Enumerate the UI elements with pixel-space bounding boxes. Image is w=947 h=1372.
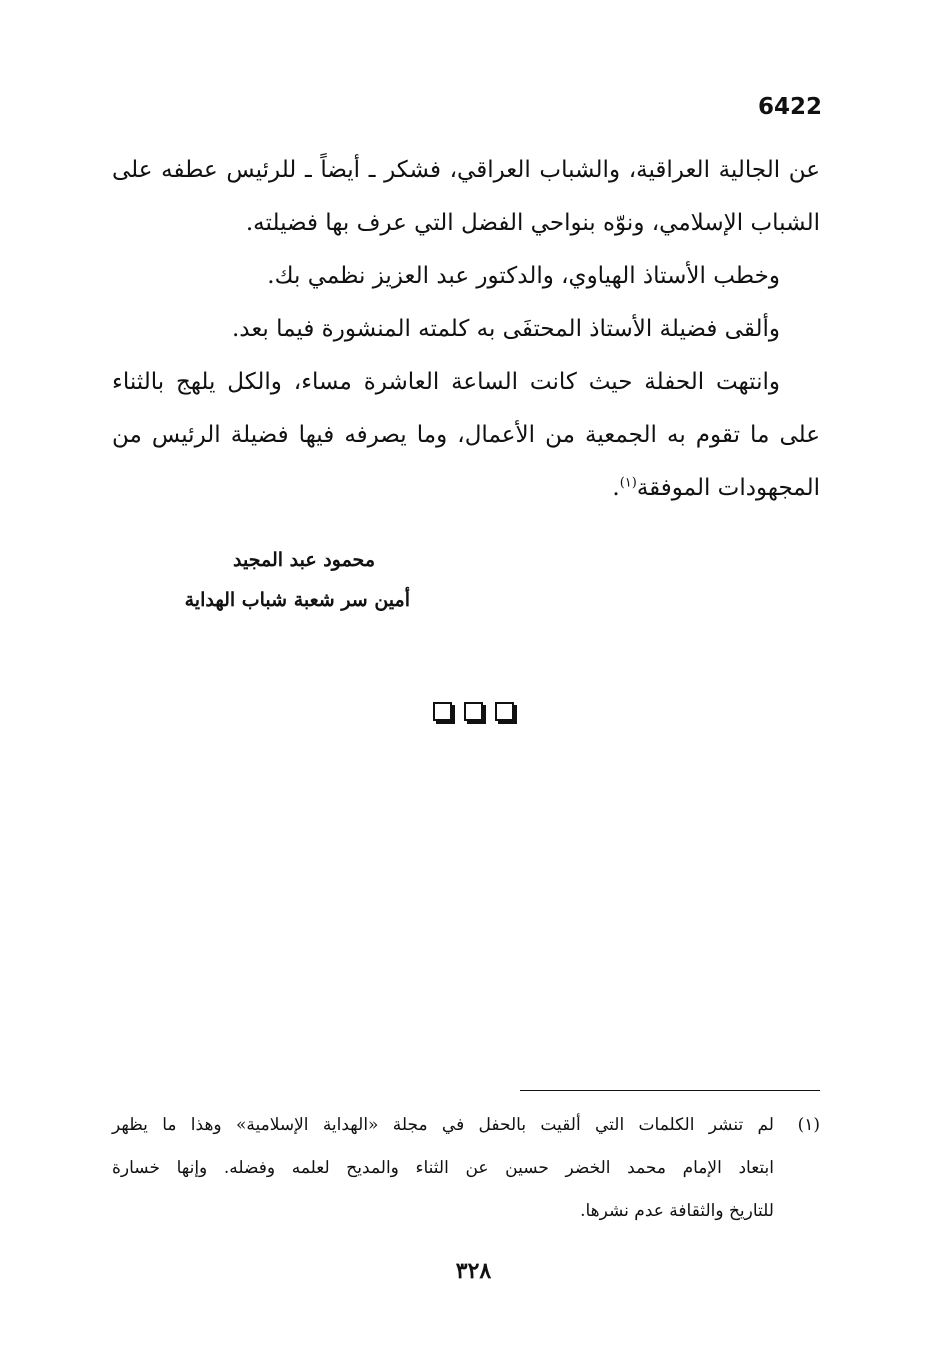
footnote: [112, 1104, 820, 1233]
signature-title: أمين سر شعبة شباب الهداية: [184, 589, 410, 611]
body-text: [112, 144, 820, 515]
body-line: على ما تقوم به الجمعية من الأعمال، وما يصرفه فيها فضيلة الرئيس من: [112, 422, 820, 448]
body-line: وخطب الأستاذ الهياوي، والدكتور عبد العزيز نظمي بك.: [267, 263, 780, 289]
body-line: وألقى فضيلة الأستاذ المحتفَى به كلمته المنشورة فيما بعد.: [231, 316, 780, 342]
square-ornament-icon: [464, 702, 483, 721]
top-page-number: 6422: [757, 94, 822, 120]
body-line-last: [112, 462, 820, 515]
final-period: .: [612, 475, 620, 501]
body-line: الشباب الإسلامي، ونوّه بنواحي الفضل التي عرف بها فضيلته.: [245, 210, 820, 236]
signature-block: [150, 540, 410, 620]
footnote-marker: (١): [797, 1115, 820, 1135]
body-line: وانتهت الحفلة حيث كانت الساعة العاشرة مساء، والكل يلهج بالثناء: [112, 369, 780, 395]
square-ornament-icon: [495, 702, 514, 721]
page-number: ٣٢٨: [455, 1258, 492, 1284]
signature-name: محمود عبد المجيد: [233, 549, 375, 571]
square-ornament-icon: [433, 702, 452, 721]
footnote-reference: (١): [619, 475, 637, 491]
footnote-divider: [520, 1090, 820, 1091]
footnote-line: لم تنشر الكلمات التي ألقيت بالحفل في مجلة «الهداية الإسلامية» وهذا ما يظهر: [112, 1115, 774, 1135]
section-separator: [0, 702, 947, 721]
body-line: عن الجالية العراقية، والشباب العراقي، فشكر ـ أيضاً ـ للرئيس عطفه على: [112, 157, 820, 183]
footnote-line: ابتعاد الإمام محمد الخضر حسين عن الثناء والمديح لعلمه وفضله. وإنها خسارة: [112, 1158, 774, 1178]
footnote-line: للتاريخ والثقافة عدم نشرها.: [580, 1201, 774, 1221]
body-line-text: المجهودات الموفقة: [636, 475, 820, 501]
